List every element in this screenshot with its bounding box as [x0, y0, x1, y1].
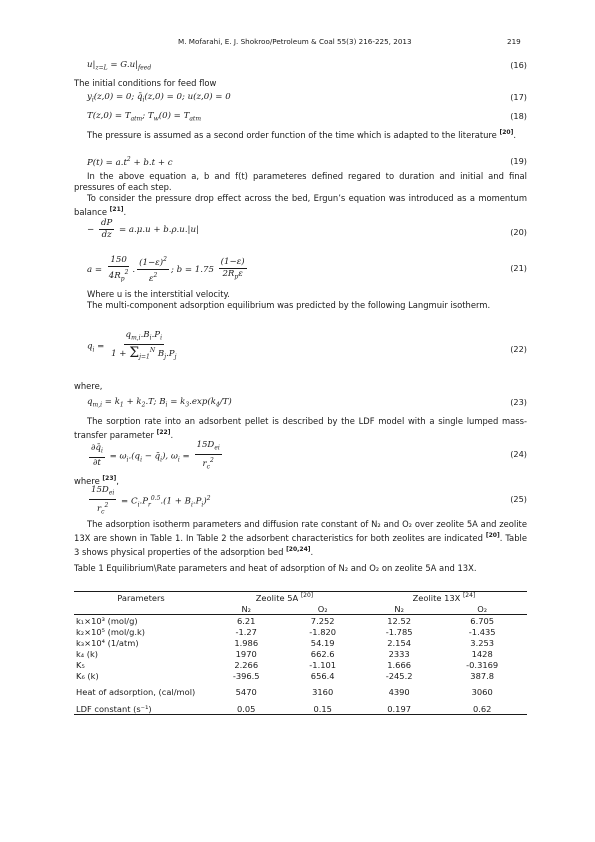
equation-17-number: (17) — [510, 92, 527, 102]
row-label: K₆ (k) — [76, 670, 99, 681]
equation-23 — [87, 397, 527, 411]
table-cell: 2.266 — [234, 659, 259, 670]
text-ldf-body: The sorption rate into an adsorbent pellet is described by the LDF model with a single lumped mass-transfer parameter — [74, 416, 527, 440]
table-cell: 387.8 — [470, 670, 495, 681]
table-row — [74, 615, 527, 627]
row-label: k₁×10³ (mol/g) — [76, 615, 138, 626]
equation-23-formula: $q_{m,i} = k_1 + k_2.T$; $B_i = k_3.\exp(k_4/T)$ — [87, 397, 232, 409]
equation-19-number: (19) — [510, 156, 527, 166]
text-above-equation: In the above equation a, b and f(t) parameteres defined regared to duration and initial and final pressures of each step. — [74, 171, 527, 192]
table-cell: 1970 — [235, 648, 257, 659]
citation-20: [20] — [499, 129, 514, 136]
row-label: K₅ — [76, 659, 85, 670]
table-row — [74, 626, 527, 637]
header-parameters: Parameters — [74, 592, 208, 604]
table-cell: 54.19 — [310, 637, 335, 648]
table-cell: 6.705 — [470, 615, 495, 626]
text-langmuir: The multi-component adsorption equilibrium was predicted by the following Langmuir isotherm. — [87, 300, 491, 310]
table-cell: 7.252 — [310, 615, 335, 626]
equation-17-formula: $y_i(z,0) = 0$; $q̄_i(z,0) = 0$; u(z,0) = 0 — [87, 92, 231, 104]
text-where-u: Where u is the interstitial velocity. — [87, 289, 230, 299]
table-cell: 3060 — [471, 687, 493, 697]
equation-18 — [87, 111, 527, 125]
citation-5a: [20] — [300, 592, 314, 600]
running-title: M. Mofarahi, E. J. Shokroo/Petroleum & Coal 55(3) 216-225, 2013 — [178, 37, 412, 46]
table-row — [74, 637, 527, 648]
row-label: LDF constant (s⁻¹) — [74, 703, 208, 715]
equation-16 — [87, 60, 527, 74]
sub-o2-13x: O₂ — [437, 603, 527, 615]
table-cell: 0.05 — [208, 703, 284, 715]
table-cell: 12.52 — [387, 615, 412, 626]
text-ldf: The sorption rate into an adsorbent pellet is described by the LDF model with a single lumped mass-transfer parameter [22]. — [74, 416, 527, 440]
table-row — [74, 648, 527, 659]
table-row — [74, 670, 527, 681]
table-row — [74, 703, 527, 715]
citation-23: [23] — [102, 475, 117, 482]
table-cell: 3160 — [312, 687, 334, 697]
equation-18-formula: $T(z,0) = T_{atm}$; $T_w(0) = T_{atm}$ — [87, 111, 202, 123]
table-cell: 5470 — [235, 687, 257, 697]
equation-20-formula: − $\frac{dP}{dz}$ = a.μ.u + b.ρ.u.|u| — [87, 218, 199, 240]
text-iso-part1: The adsorption isotherm parameters and diffusion rate constant of N₂ and O₂ over zeolite 5A and zeolite 13X are shown in Table 1. In Table 2 the adsorbent characteristics for both zeolites are indicated — [74, 519, 527, 543]
table-cell: 1.666 — [387, 659, 412, 670]
table-cell: -0.3169 — [466, 659, 499, 670]
text-isotherm-params: The adsorption isotherm parameters and diffusion rate constant of N₂ and O₂ over zeolite 5A and zeolite 13X are shown in Table 1. In Table 2 the adsorbent characteristics for both zeolites are indicated [20]. Table 3 shows physical properties of the adsorption bed [20,24]. — [74, 519, 527, 557]
text-pressure: The pressure is assumed as a second order function of the time which is adapted to the literature [20]. — [87, 129, 517, 140]
citation-20-24: [20,24] — [286, 545, 311, 553]
table-cell: 0.62 — [437, 703, 527, 715]
table-cell: 1428 — [471, 648, 493, 659]
equation-24-formula: $\frac{\partial q̄_i}{\partial t}$ = $\omega_i.(q_i$ − $q̄_i$), $\omega_i$ = $\frac{15D_{ei}}{r_c^2}$ — [91, 440, 220, 471]
citation-20b: [20] — [485, 532, 500, 539]
equation-16-number: (16) — [510, 60, 527, 70]
table-header-row — [74, 592, 527, 604]
equation-22-formula: $q_i$ = $\frac{q_{m,i}.B_i.P_i}{1 + \Sigma_{j=1}^N B_j.P_j}$ — [87, 330, 177, 361]
header-zeolite-13x-label: Zeolite 13X — [412, 592, 461, 603]
table-row — [74, 681, 527, 703]
citation-21: [21] — [109, 206, 124, 213]
row-label: k₂×10⁵ (mol/g.k) — [76, 626, 146, 637]
equation-21-number: (21) — [510, 263, 527, 273]
equation-19-formula: $P(t) = a.t^2 + b.t + c$ — [87, 156, 173, 168]
table-cell: -1.820 — [309, 626, 337, 637]
text-pressure-body: The pressure is assumed as a second order function of the time which is adapted to the literature — [87, 129, 497, 140]
equation-20-number: (20) — [510, 227, 527, 237]
equation-23-number: (23) — [510, 397, 527, 407]
equation-25-formula: $\frac{15D_{ei}}{r_c^2}$ = $C_i.P_r^{0.5}.(1 + B_i.P_i)^2$ — [91, 485, 211, 516]
citation-13x: [24] — [462, 592, 476, 600]
table-cell: 2.154 — [387, 637, 412, 648]
table-cell: 6.21 — [236, 615, 256, 626]
equation-25 — [87, 485, 527, 515]
table-1 — [74, 591, 527, 715]
sub-n2-5a: N₂ — [208, 603, 284, 615]
row-label: k₃×10⁴ (1/atm) — [76, 637, 139, 648]
table-row — [74, 659, 527, 670]
table-cell: -245.2 — [385, 670, 413, 681]
table-cell: -1.27 — [235, 626, 257, 637]
citation-22: [22] — [156, 429, 171, 436]
table-cell: 0.197 — [361, 703, 437, 715]
text-iso-part2: . Table 3 shows physical properties of the adsorption bed — [74, 532, 527, 557]
equation-25-number: (25) — [510, 494, 527, 504]
equation-21 — [87, 254, 527, 284]
table-cell: -1.101 — [309, 659, 337, 670]
header-zeolite-13x — [361, 592, 527, 604]
table-cell: -1.785 — [385, 626, 413, 637]
table-cell — [74, 603, 208, 615]
table-cell: 0.15 — [284, 703, 360, 715]
table-cell: 656.4 — [310, 670, 335, 681]
text-where: where, — [74, 381, 103, 391]
equation-22 — [87, 326, 527, 372]
sub-o2-5a: O₂ — [284, 603, 360, 615]
table-cell: 2333 — [388, 648, 410, 659]
header-zeolite-5a-label: Zeolite 5A — [255, 592, 299, 603]
table-cell: 4390 — [388, 687, 410, 697]
equation-20 — [87, 218, 527, 248]
table-cell: 1.986 — [234, 637, 259, 648]
row-label: k₄ (k) — [76, 648, 99, 659]
table-cell: -396.5 — [232, 670, 260, 681]
text-where-2-body: where — [74, 475, 100, 486]
header-zeolite-5a — [208, 592, 361, 604]
equation-19 — [87, 156, 527, 170]
text-ergun-body: To consider the pressure drop effect across the bed, Ergun’s equation was introduced as a momentum balance — [74, 193, 527, 217]
table-1-caption: Table 1 Equilibrium\Rate parameters and heat of adsorption of N₂ and O₂ on zeolite 5A and 13X. — [74, 563, 477, 573]
equation-21-formula: a = $\frac{150}{4R_p^2}$ . $\frac{(1-\varepsilon)^2}{\varepsilon^2}$ ; b = 1.75 $\frac{(1-\varepsilon)}{2R_p\varepsilon}$ — [87, 254, 245, 284]
equation-17 — [87, 92, 527, 106]
page-number: 219 — [507, 37, 521, 46]
table-cell: -1.435 — [468, 626, 496, 637]
row-label: Heat of adsorption, (cal/mol) — [76, 687, 196, 697]
equation-22-number: (22) — [510, 344, 527, 354]
equation-24-number: (24) — [510, 449, 527, 459]
equation-16-formula: $u|_{z=L} = G.u|_{feed}$ — [87, 60, 152, 72]
table-cell: 3.253 — [470, 637, 495, 648]
equation-18-number: (18) — [510, 111, 527, 121]
text-ergun: To consider the pressure drop effect across the bed, Ergun’s equation was introduced as a momentum balance [21]. — [74, 193, 527, 217]
table-cell: 662.6 — [310, 648, 335, 659]
text-where-2: where [23], — [74, 475, 119, 486]
text-initial-conditions: The initial conditions for feed flow — [74, 78, 217, 88]
sub-n2-13x: N₂ — [361, 603, 437, 615]
equation-24 — [87, 440, 527, 470]
table-subheader-row — [74, 603, 527, 615]
